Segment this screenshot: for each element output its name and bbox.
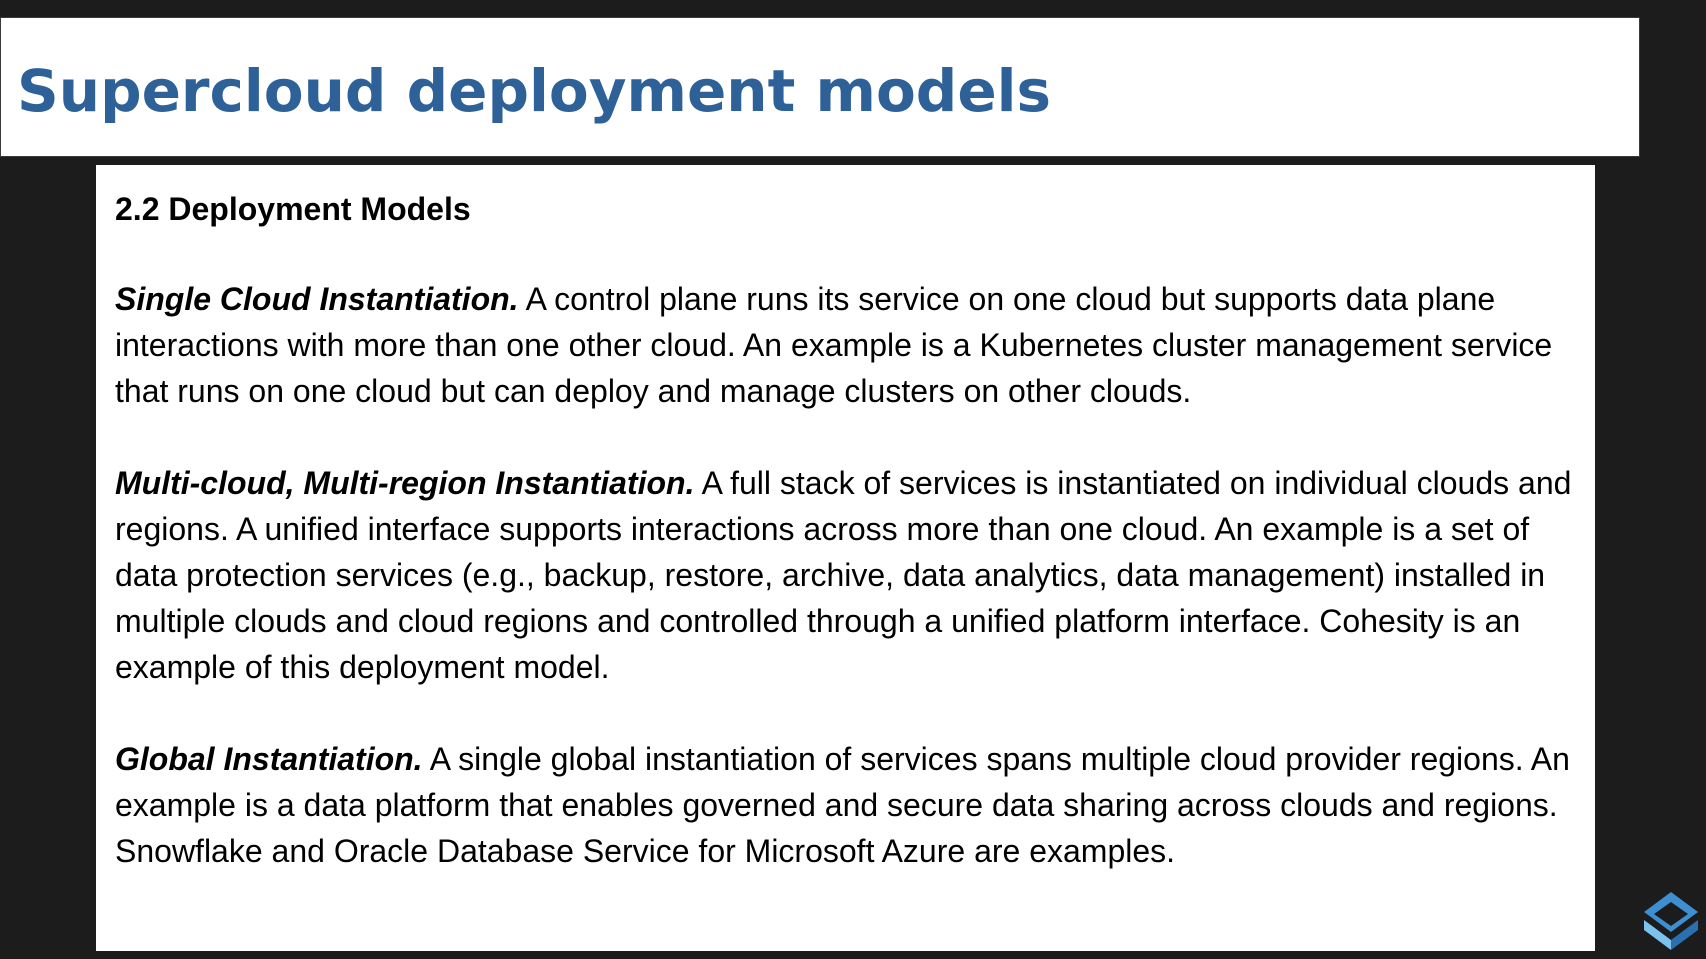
paragraph-body: A control plane runs its service on one cloud but supports data plane interactions with more than one other cloud. An example is a Kubernetes cluster management service that runs on one cloud but can deploy and manage clusters on other clouds. [115, 281, 1553, 409]
paragraph-body: A single global instantiation of services spans multiple cloud provider regions. An example is a data platform that enables governed and secure data sharing across clouds and regions. Snowflake and Oracle Database Service for Microsoft Azure are examples. [115, 741, 1570, 869]
paragraph-lead: Single Cloud Instantiation. [115, 281, 519, 317]
paragraph-global [115, 736, 1577, 874]
paragraph-body: A full stack of services is instantiated on individual clouds and regions. A unified interface supports interactions across more than one cloud. An example is a set of data protection services (e.g., backup, restore, archive, data analytics, data management) installed in multiple clouds and cloud regions and controlled through a unified platform interface. Cohesity is an example of this deployment model. [115, 465, 1572, 685]
paragraph-multi-cloud [115, 460, 1577, 690]
title-bar [0, 17, 1640, 157]
cube-logo-icon [1636, 884, 1706, 959]
paragraph-lead: Multi-cloud, Multi-region Instantiation. [115, 465, 695, 501]
paragraph-single-cloud [115, 276, 1577, 414]
section-heading: 2.2 Deployment Models [115, 191, 471, 227]
slide-title: Supercloud deployment models [17, 57, 1052, 125]
paragraph-lead: Global Instantiation. [115, 741, 423, 777]
document-excerpt [96, 165, 1595, 951]
